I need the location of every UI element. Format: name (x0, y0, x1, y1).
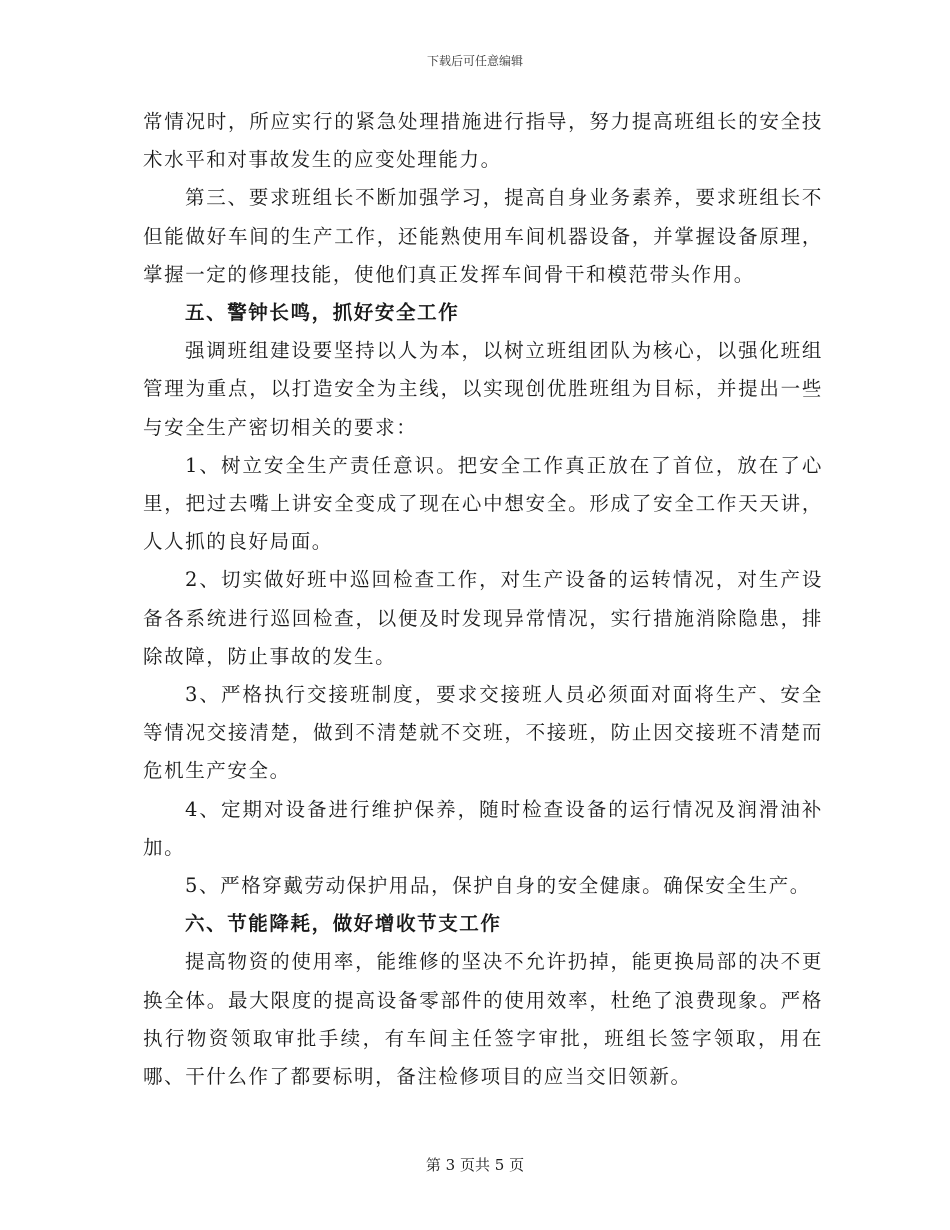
list-item-3: 3、严格执行交接班制度，要求交接班人员必须面对面将生产、安全等情况交接清楚，做到不清楚就不交班，不接班，防止因交接班不清楚而危机生产安全。 (143, 683, 823, 783)
section-heading-6: 六、节能降耗，做好增收节支工作 (185, 912, 502, 936)
section-heading-5: 五、警钟长鸣，抓好安全工作 (185, 301, 460, 325)
list-item-1: 1、树立安全生产责任意识。把安全工作真正放在了首位，放在了心里，把过去嘴上讲安全变成了现在心中想安全。形成了安全工作天天讲，人人抓的良好局面。 (143, 453, 823, 554)
page-number: 第 3 页共 5 页 (425, 1156, 525, 1174)
list-item-4: 4、定期对设备进行维护保养，随时检查设备的运行情况及润滑油补加。 (143, 797, 823, 859)
paragraph-4: 提高物资的使用率，能维修的坚决不允许扔掉，能更换局部的决不更换全体。最大限度的提高设备零部件的使用效率，杜绝了浪费现象。严格执行物资领取审批手续，有车间主任签字审批，班组长签字领取，用在哪、干什么作了都要标明，备注检修项目的应当交旧领新。 (143, 950, 823, 1089)
list-item-5: 5、严格穿戴劳动保护用品，保护自身的安全健康。确保安全生产。 (185, 874, 811, 898)
paragraph-3: 强调班组建设要坚持以人为本，以树立班组团队为核心，以强化班组管理为重点，以打造安全为主线，以实现创优胜班组为目标，并提出一些与安全生产密切相关的要求： (143, 339, 823, 439)
page-header: 下载后可任意编辑 (426, 54, 523, 68)
paragraph-1: 常情况时，所应实行的紧急处理措施进行指导，努力提高班组长的安全技术水平和对事故发生的应变处理能力。 (143, 110, 823, 172)
paragraph-2: 第三、要求班组长不断加强学习，提高自身业务素养，要求班组长不但能做好车间的生产工作，还能熟使用车间机器设备，并掌握设备原理，掌握一定的修理技能，使他们真正发挥车间骨干和模范带头作用。 (143, 186, 823, 286)
list-item-2: 2、切实做好班中巡回检查工作，对生产设备的运转情况，对生产设备各系统进行巡回检查，以便及时发现异常情况，实行措施消除隐患，排除故障，防止事故的发生。 (143, 568, 823, 668)
document-body (143, 103, 823, 1096)
